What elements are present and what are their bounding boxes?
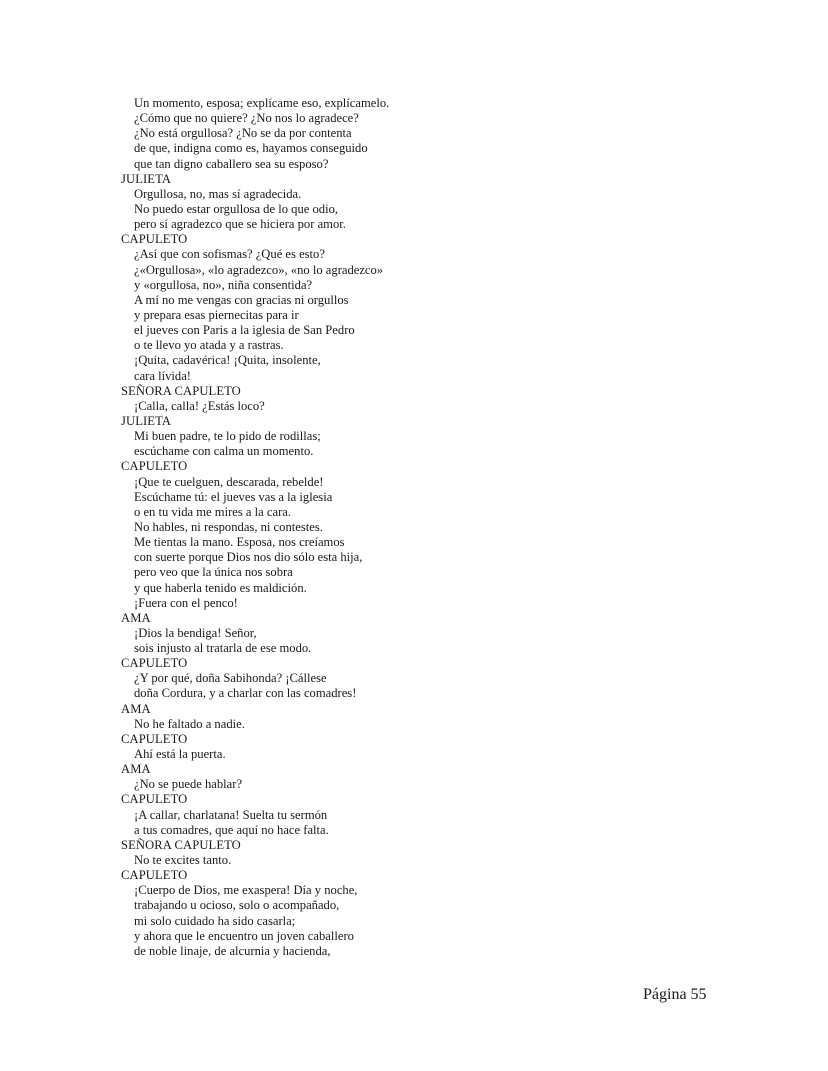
dialogue-line: ¿No se puede hablar? xyxy=(134,777,243,792)
dialogue-line: sois injusto al tratarla de ese modo. xyxy=(134,641,312,656)
dialogue-line: a tus comadres, que aquí no hace falta. xyxy=(134,822,329,837)
dialogue-line: Escúchame tú: el jueves vas a la iglesia xyxy=(134,489,333,504)
dialogue-line: Un momento, esposa; explícame eso, explícamelo. xyxy=(134,96,390,110)
dialogue-line: A mí no me vengas con gracias ni orgullos xyxy=(134,292,349,307)
speaker-name: CAPULETO xyxy=(121,232,188,247)
play-text xyxy=(121,96,541,959)
dialogue-line: ¡Fuera con el penco! xyxy=(134,595,238,610)
speaker-name: CAPULETO xyxy=(121,731,188,746)
speaker-name: CAPULETO xyxy=(121,459,188,474)
dialogue-line: pero veo que la única nos sobra xyxy=(134,565,293,580)
dialogue-line: y «orgullosa, no», niña consentida? xyxy=(134,277,313,292)
speaker-name: CAPULETO xyxy=(121,656,188,671)
dialogue-line: de que, indigna como es, hayamos conseguido xyxy=(134,141,368,156)
dialogue-line: ¿No está orgullosa? ¿No se da por contenta xyxy=(134,126,352,141)
dialogue-line: pero sí agradezco que se hiciera por amor. xyxy=(134,217,346,232)
page-number: Página 55 xyxy=(643,986,707,1003)
dialogue-line: ¿«Orgullosa», «lo agradezco», «no lo agradezco» xyxy=(134,262,384,277)
speaker-name: AMA xyxy=(121,762,151,777)
speaker-name: CAPULETO xyxy=(121,868,188,883)
dialogue-line: y prepara esas piernecitas para ir xyxy=(134,307,299,322)
dialogue-line: y ahora que le encuentro un joven caballero xyxy=(134,928,354,943)
speaker-name: SEÑORA CAPULETO xyxy=(121,837,241,852)
dialogue-line: o en tu vida me mires a la cara. xyxy=(134,504,292,519)
dialogue-line: ¿Cómo que no quiere? ¿No nos lo agradece? xyxy=(134,111,359,126)
dialogue-line: de noble linaje, de alcurnia y hacienda, xyxy=(134,943,331,958)
dialogue-line: No he faltado a nadie. xyxy=(134,716,245,731)
dialogue-line: cara lívida! xyxy=(134,368,191,383)
dialogue-line: Ahí está la puerta. xyxy=(134,747,226,762)
dialogue-line: el jueves con Paris a la iglesia de San Pedro xyxy=(134,323,355,338)
dialogue-line: ¡A callar, charlatana! Suelta tu sermón xyxy=(134,807,328,822)
dialogue-line: escúchame con calma un momento. xyxy=(134,444,314,459)
speaker-name: JULIETA xyxy=(121,413,172,428)
speaker-name: JULIETA xyxy=(121,171,172,186)
dialogue-line: No hables, ni respondas, ni contestes. xyxy=(134,519,323,534)
speaker-name: AMA xyxy=(121,701,151,716)
dialogue-line: No te excites tanto. xyxy=(134,853,232,868)
dialogue-line: ¡Dios la bendiga! Señor, xyxy=(134,625,257,640)
dialogue-line: o te llevo yo atada y a rastras. xyxy=(134,338,284,353)
dialogue-line: Me tientas la mano. Esposa, nos creíamos xyxy=(134,535,345,550)
speaker-name: CAPULETO xyxy=(121,792,188,807)
dialogue-line: ¡Cuerpo de Dios, me exaspera! Día y noche, xyxy=(134,883,358,898)
dialogue-line: mi solo cuidado ha sido casarla; xyxy=(134,913,296,928)
speaker-name: SEÑORA CAPULETO xyxy=(121,383,241,398)
dialogue-line: que tan digno caballero sea su esposo? xyxy=(134,156,329,171)
speaker-name: AMA xyxy=(121,610,151,625)
dialogue-line: ¡Que te cuelguen, descarada, rebelde! xyxy=(134,474,324,489)
dialogue-line: ¡Calla, calla! ¿Estás loco? xyxy=(134,398,265,413)
dialogue-line: Orgullosa, no, mas sí agradecida. xyxy=(134,186,302,201)
dialogue-line: y que haberla tenido es maldición. xyxy=(134,580,307,595)
dialogue-line: ¿Así que con sofismas? ¿Qué es esto? xyxy=(134,247,325,262)
dialogue-line: Mi buen padre, te lo pido de rodillas; xyxy=(134,429,321,444)
dialogue-line: con suerte porque Dios nos dio sólo esta hija, xyxy=(134,550,363,565)
dialogue-line: No puedo estar orgullosa de lo que odio, xyxy=(134,201,339,216)
dialogue-line: doña Cordura, y a charlar con las comadres! xyxy=(134,686,357,701)
dialogue-line: trabajando u ocioso, solo o acompañado, xyxy=(134,898,340,913)
dialogue-line: ¡Quita, cadavérica! ¡Quita, insolente, xyxy=(134,353,321,368)
dialogue-line: ¿Y por qué, doña Sabihonda? ¡Cállese xyxy=(134,671,327,686)
